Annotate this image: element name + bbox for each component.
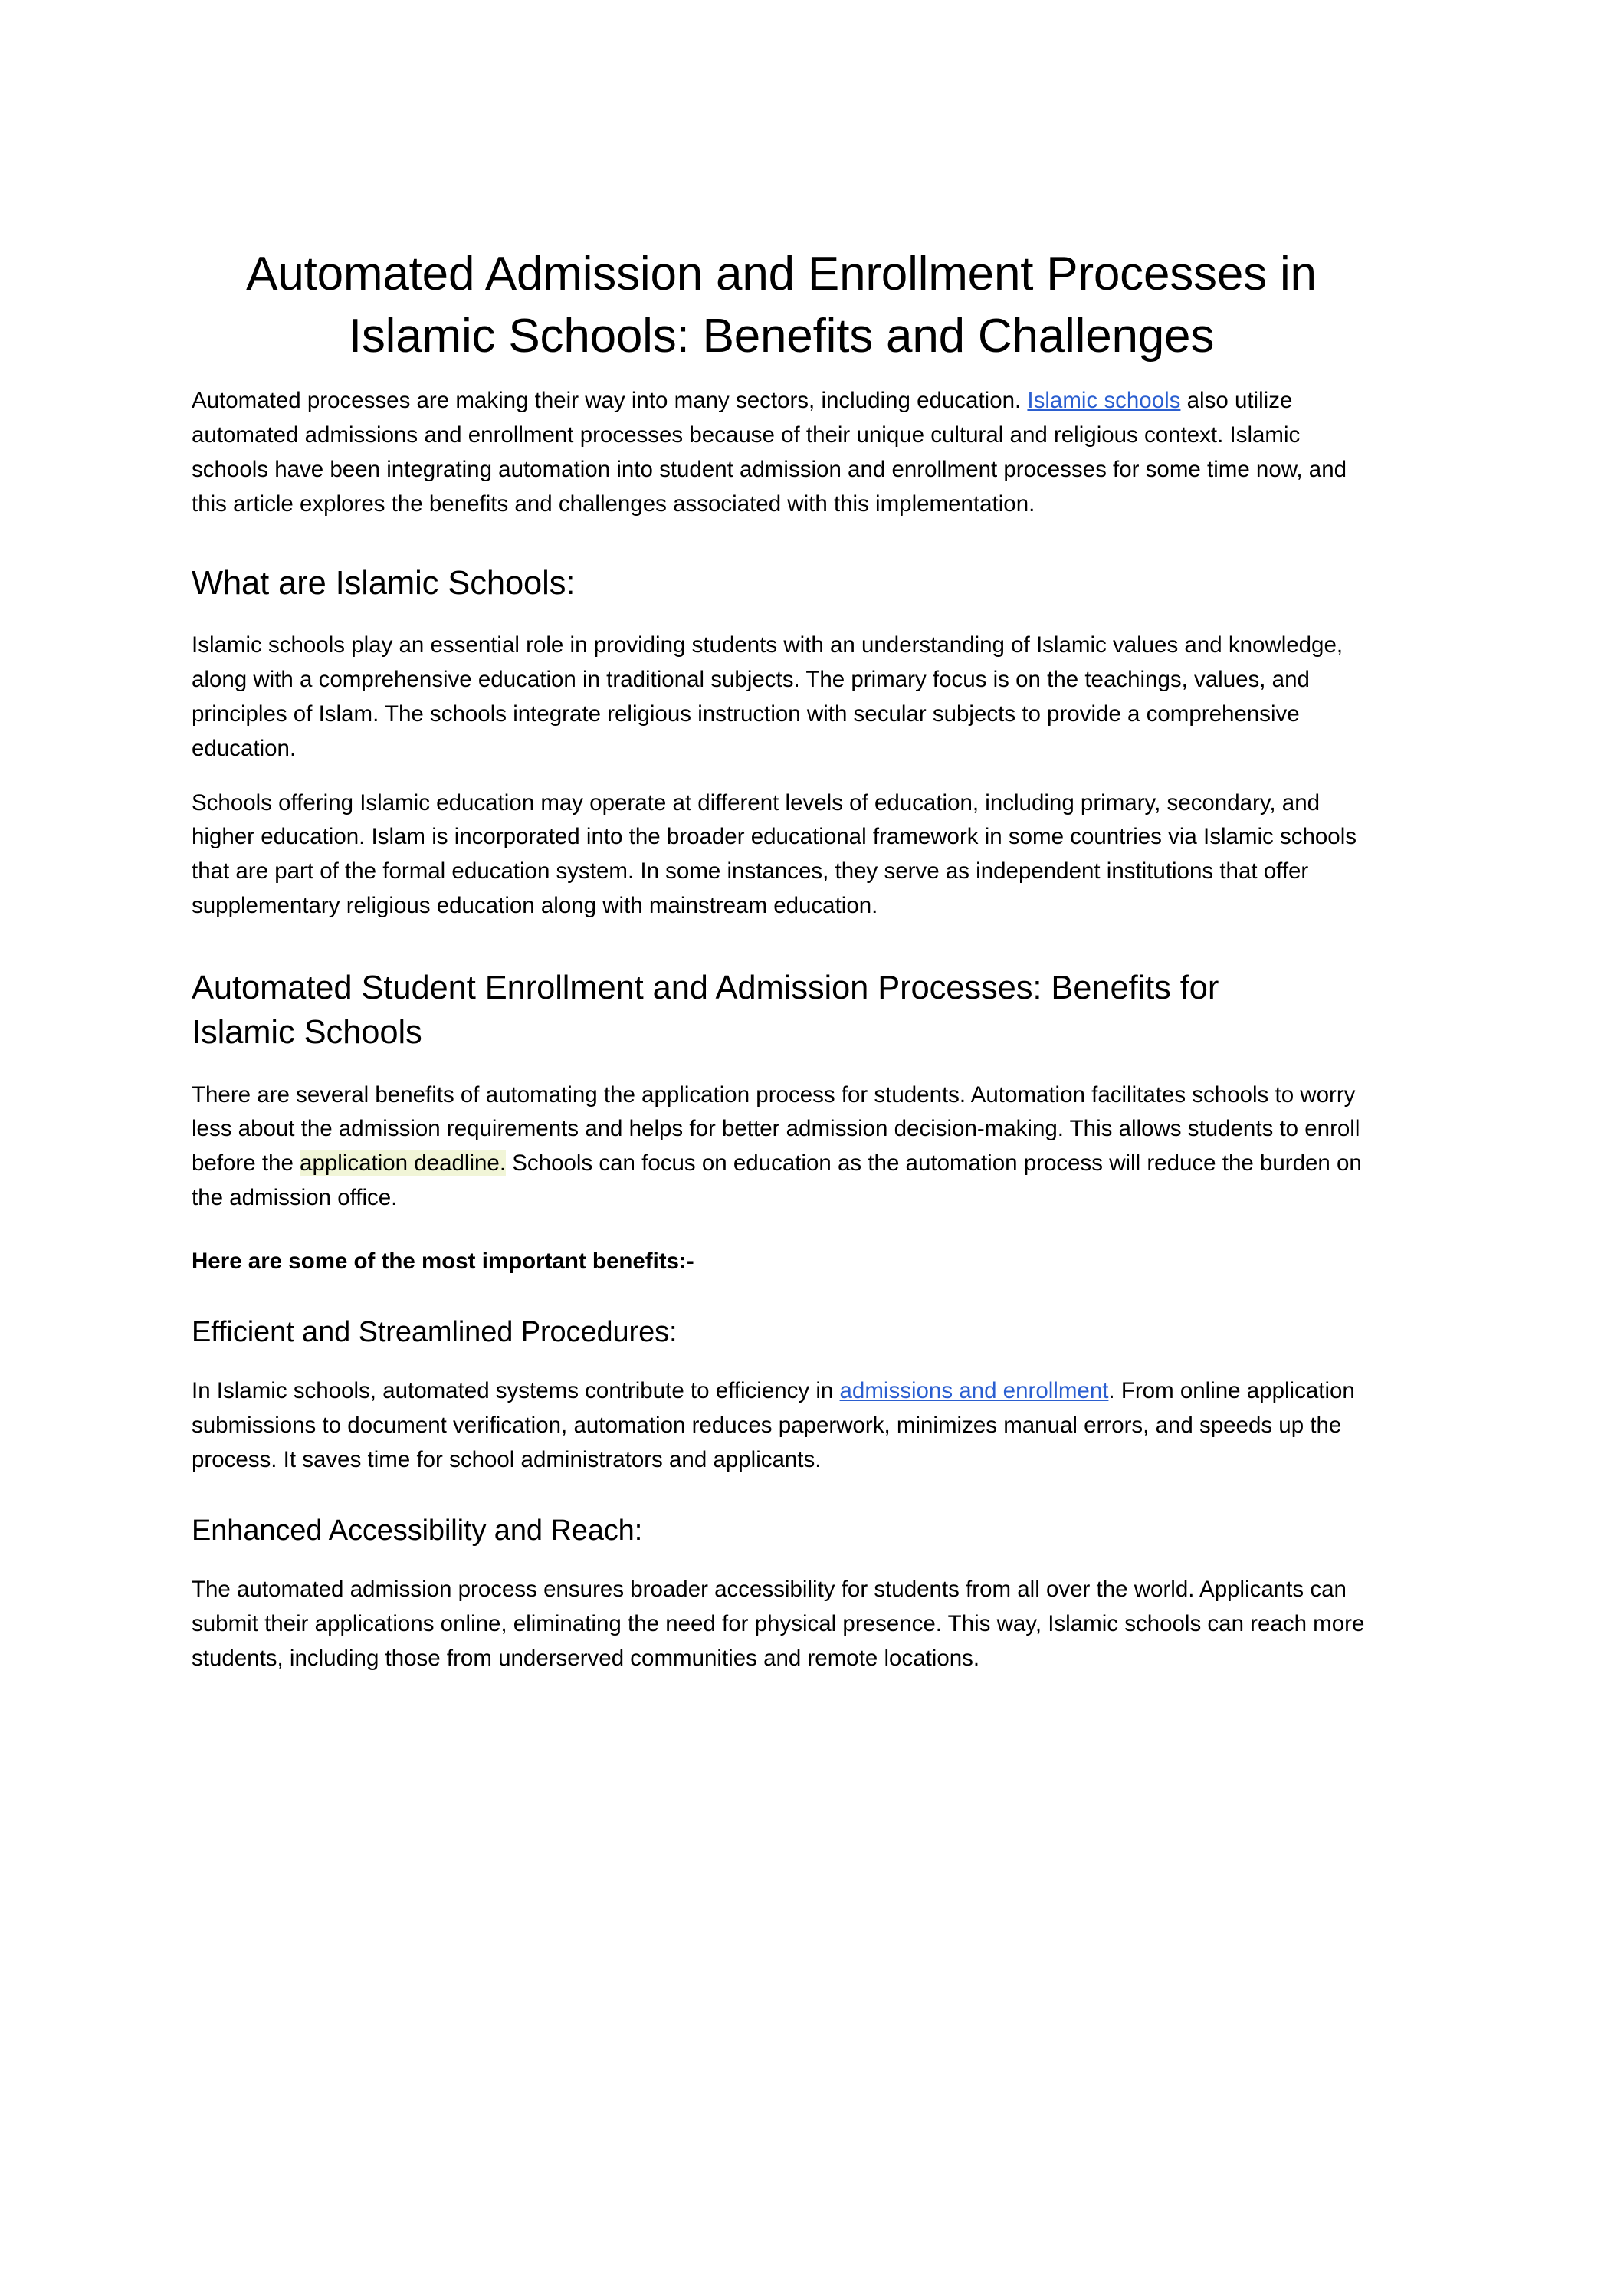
page-title: Automated Admission and Enrollment Processes in Islamic Schools: Benefits and Challenges: [246, 248, 1317, 363]
application-deadline-highlight: application deadline.: [300, 1150, 507, 1177]
efficient-text-before-link: In Islamic schools, automated systems contribute to efficiency in: [192, 1378, 840, 1404]
subheading-enhanced-accessibility-and-reach: Enhanced Accessibility and Reach:: [192, 1514, 643, 1547]
section-0-paragraph-1: Schools offering Islamic education may operate at different levels of education, including primary, secondary, and higher education. Islam is incorporated into the broader educational framework in some countries via Islamic schools that are part of the formal education system. In some instances, they serve as independent institutions that offer supplementary religious education along with mainstream education.: [192, 789, 1357, 919]
section-heading-what-are-islamic-schools: What are Islamic Schools:: [192, 564, 576, 602]
efficient-procedures-paragraph: [192, 1374, 1371, 1477]
benefits-list-lead-in: Here are some of the most important benefits:-: [192, 1248, 694, 1274]
intro-text-before-link: Automated processes are making their way into many sectors, including education.: [192, 388, 1028, 414]
section-heading-automated-student-enrollment: Automated Student Enrollment and Admission Processes: Benefits for Islamic Schools: [192, 969, 1219, 1051]
efficient-text-after-link: . From online application submissions to document verification, automation reduces paperwork, minimizes manual errors, and speeds up the process. It saves time for school administrators and applicants.: [192, 1378, 1355, 1472]
intro-text-after-link: also utilize automated admissions and enrollment processes because of their unique cultural and religious context. Islamic schools have been integrating automation into student admission and enrollment processes for some time now, and this article explores the benefits and challenges associated with this implementation.: [192, 388, 1347, 517]
benefits-intro-paragraph: [192, 1078, 1371, 1216]
islamic-schools-link[interactable]: Islamic schools: [1027, 388, 1181, 414]
enhanced-accessibility-paragraph: The automated admission process ensures broader accessibility for students from all over the world. Applicants can submit their applications online, eliminating the need for physical presence. This way, Islamic schools can reach more students, including those from underserved communities and remote locations.: [192, 1577, 1365, 1671]
benefits-text-after-highlight: Schools can focus on education as the automation process will reduce the burden on the admission office.: [192, 1150, 1362, 1211]
intro-paragraph: [192, 384, 1371, 521]
benefits-text-before-highlight: There are several benefits of automating the application process for students. Automation facilitates schools to worry less about the admission requirements and helps for better admission decision-making. This allows students to enroll before the: [192, 1081, 1360, 1177]
section-0-paragraph-0: Islamic schools play an essential role in providing students with an understanding of Islamic values and knowledge, along with a comprehensive education in traditional subjects. The primary focus is on the teachings, values, and principles of Islam. The schools integrate religious instruction with secular subjects to provide a comprehensive education.: [192, 632, 1343, 761]
admissions-and-enrollment-link[interactable]: admissions and enrollment: [839, 1378, 1109, 1404]
subheading-efficient-and-streamlined-procedures: Efficient and Streamlined Procedures:: [192, 1315, 677, 1348]
